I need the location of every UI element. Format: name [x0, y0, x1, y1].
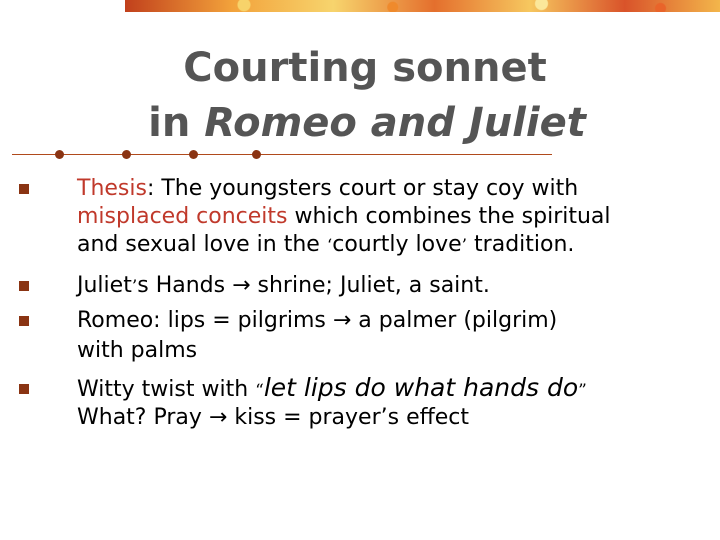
text-fragment: Juliet: [77, 273, 132, 298]
divider-dot-icon: [55, 150, 64, 159]
close-quote: ”: [578, 381, 587, 401]
right-arrow-icon: →: [208, 405, 228, 430]
bullet-line: [77, 374, 587, 405]
highlight-thesis: Thesis: [77, 176, 147, 201]
divider-dot-icon: [189, 150, 198, 159]
bullet-line: [77, 231, 574, 260]
bullet-line: [77, 175, 578, 203]
title-italic-play-name: Romeo and Juliet: [204, 100, 586, 146]
decorative-banner: [125, 0, 720, 12]
right-arrow-icon: →: [232, 273, 251, 298]
bullet-line: [77, 203, 611, 231]
text-fragment: Witty twist with: [77, 377, 256, 402]
bullet-line: [77, 337, 197, 365]
text-fragment: and sexual love in the: [77, 232, 327, 257]
text-fragment: s Hands: [137, 273, 233, 298]
text-fragment: What? Pray: [77, 405, 209, 430]
divider-dot-icon: [122, 150, 131, 159]
bullet-line: [77, 307, 557, 335]
close-quote: ’: [461, 236, 468, 256]
highlight-misplaced-conceits: misplaced conceits: [77, 204, 288, 229]
open-quote: ‘: [326, 236, 333, 256]
slide-title-line-1: Courting sonnet: [183, 45, 547, 91]
square-bullet-icon: [19, 281, 29, 291]
text-fragment: kiss = prayer’s effect: [227, 405, 470, 430]
text-fragment: which combines the spiritual: [287, 204, 611, 229]
apostrophe: ’: [131, 277, 138, 297]
title-prefix: in: [148, 100, 205, 146]
text-fragment: shrine; Juliet, a saint.: [250, 273, 490, 298]
text-fragment: : The youngsters court or stay coy with: [146, 176, 579, 201]
open-quote: “: [255, 381, 264, 401]
title-divider: [12, 154, 552, 155]
text-fragment: a palmer (pilgrim): [351, 308, 558, 333]
slide-title-line-2: [7, 99, 720, 147]
text-fragment: courtly love: [332, 232, 462, 257]
divider-dot-icon: [252, 150, 261, 159]
square-bullet-icon: [19, 184, 29, 194]
right-arrow-icon: →: [332, 308, 352, 333]
square-bullet-icon: [19, 384, 29, 394]
text-fragment: tradition.: [467, 232, 575, 257]
text-fragment: Romeo: lips = pilgrims: [77, 308, 333, 333]
square-bullet-icon: [19, 316, 29, 326]
bullet-line: [77, 404, 469, 432]
quoted-line: let lips do what hands do: [263, 373, 579, 402]
text-fragment: with palms: [77, 338, 198, 363]
bullet-line: [77, 272, 490, 301]
